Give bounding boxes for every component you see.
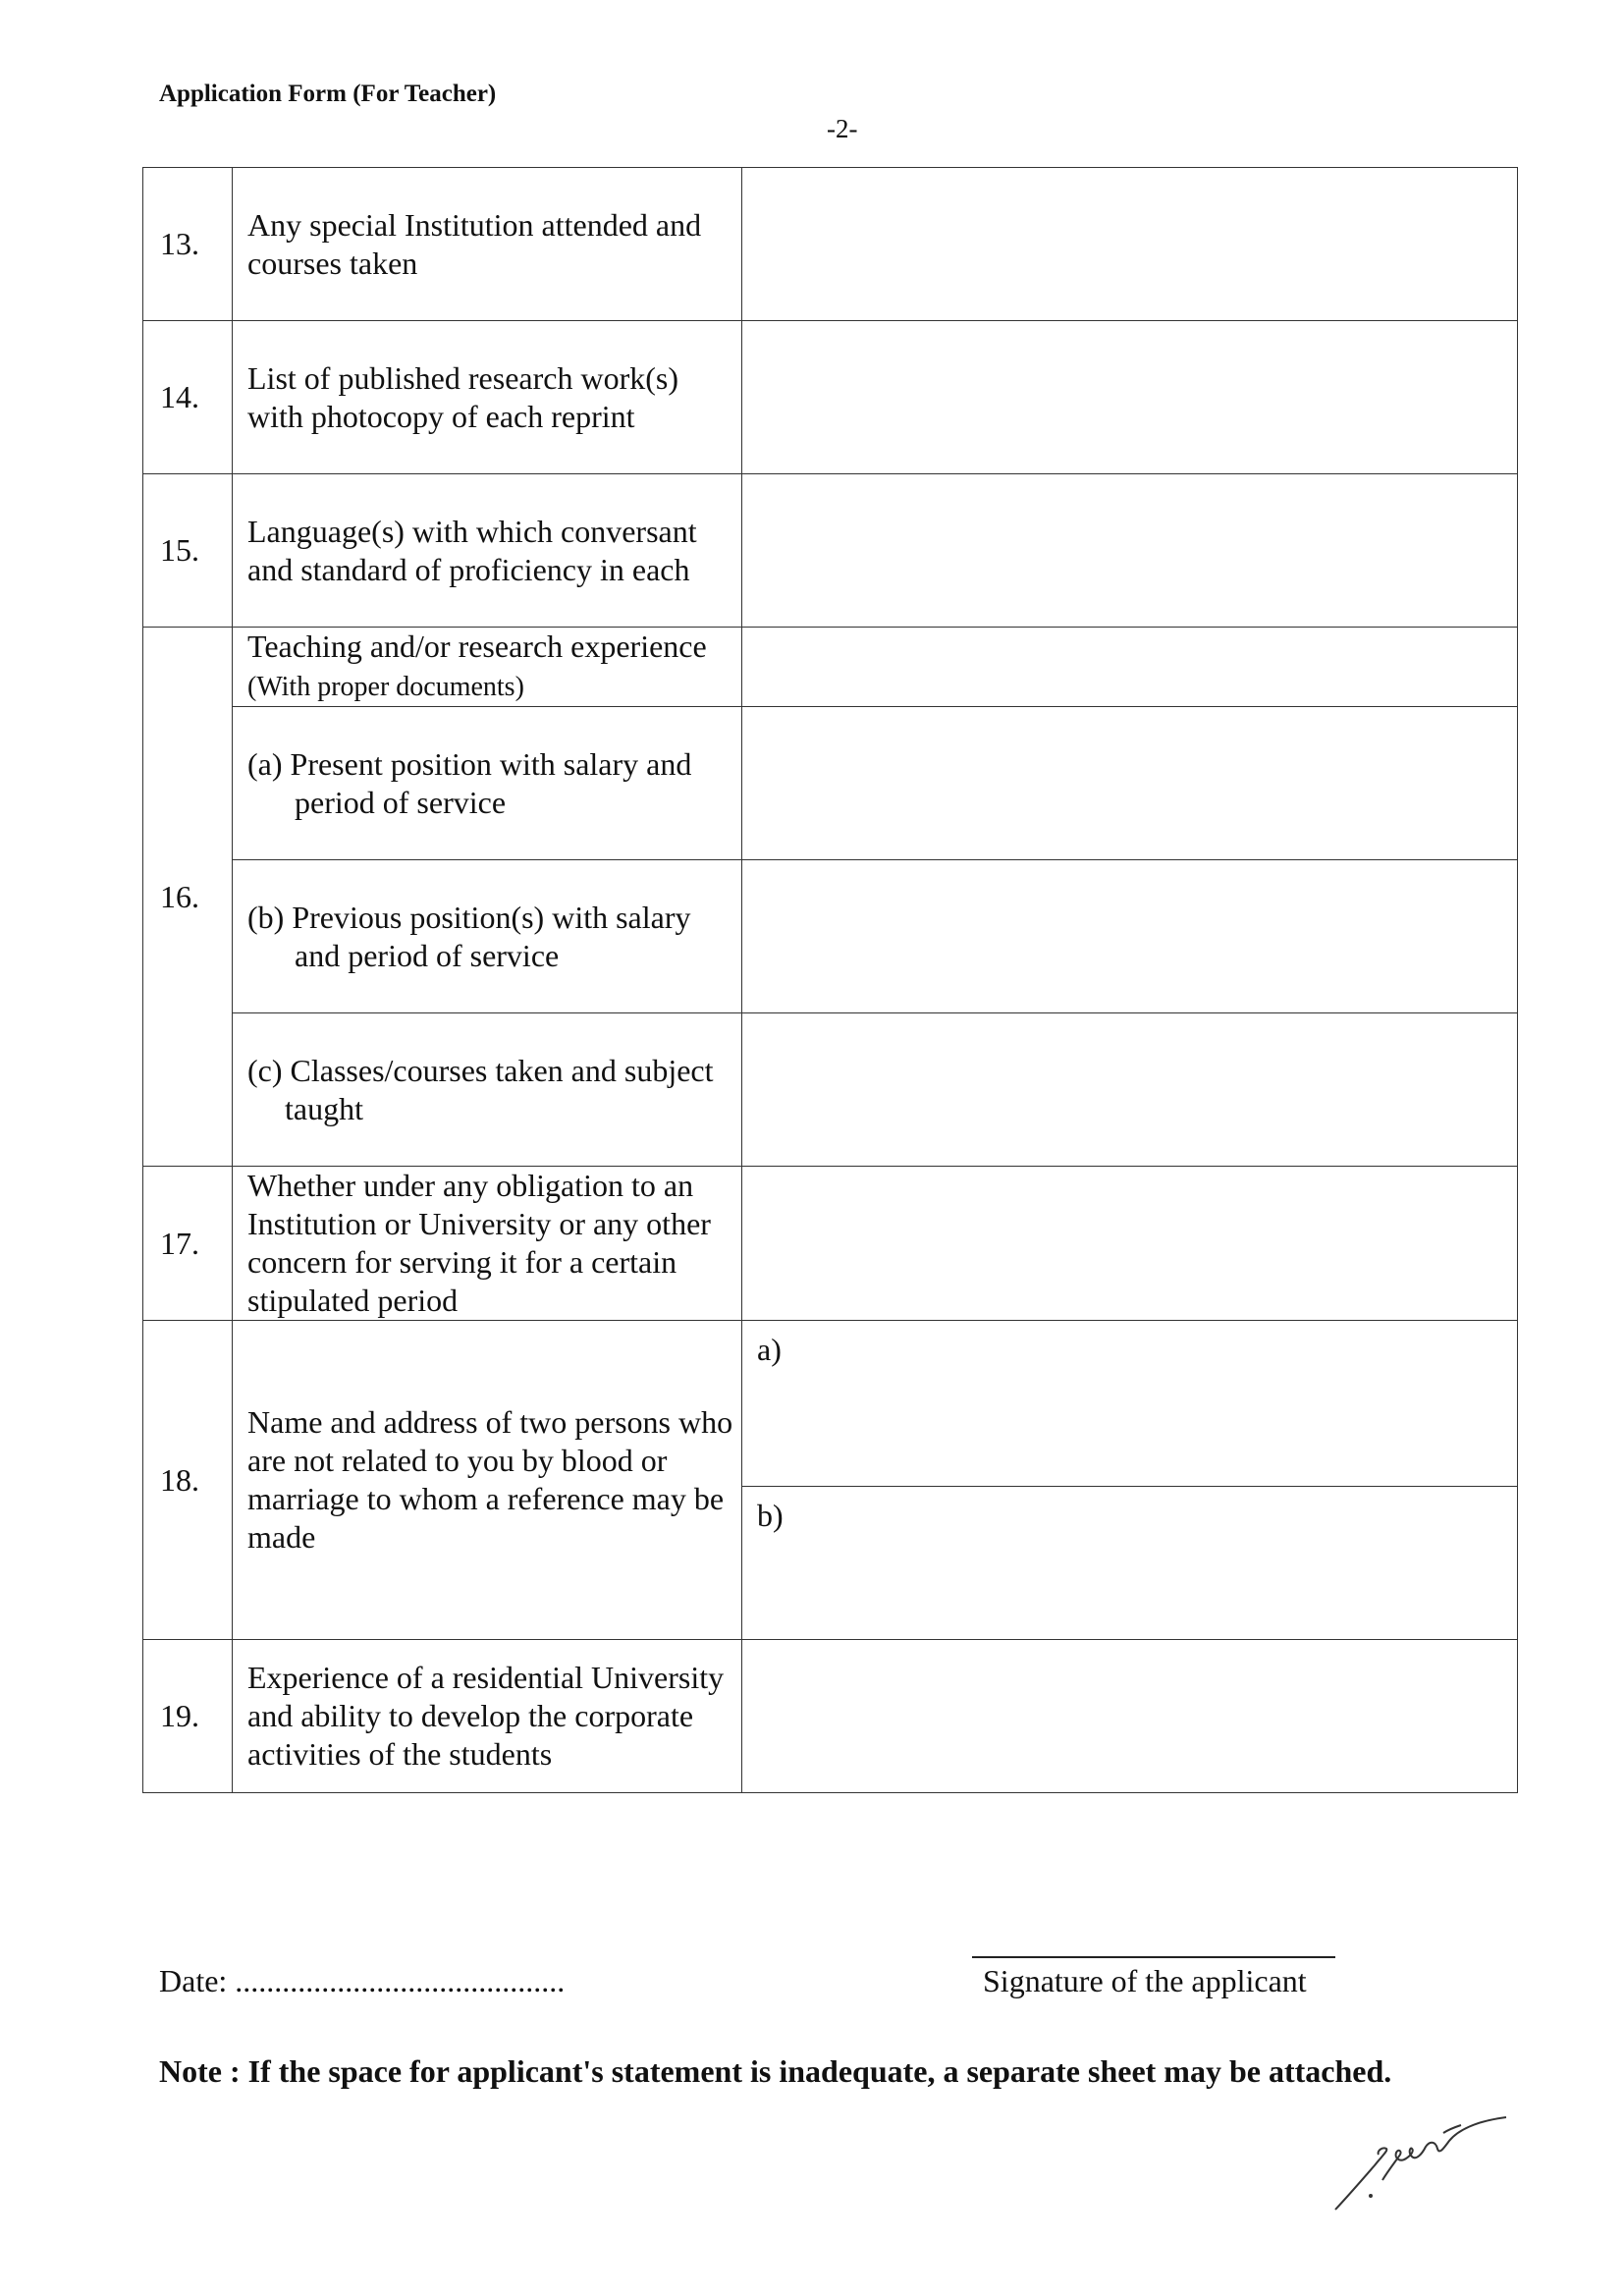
sub-question-a [233, 707, 742, 860]
sub-label: (a) [247, 745, 283, 782]
question-text: List of published research work(s) with photocopy of each reprint [233, 321, 742, 474]
row-number: 16. [143, 628, 233, 1167]
answer-field-reference-a[interactable]: a) [742, 1321, 1518, 1487]
sub-label: (b) [247, 899, 285, 935]
answer-field-research-work[interactable] [742, 321, 1518, 474]
answer-field-obligation[interactable] [742, 1167, 1518, 1321]
question-main: Teaching and/or research experience [247, 629, 707, 664]
form-row-14 [143, 321, 1518, 474]
sub-question-b [233, 860, 742, 1013]
signature-line [972, 1956, 1335, 1958]
row-number: 17. [143, 1167, 233, 1321]
row-number: 18. [143, 1321, 233, 1640]
form-row-19 [143, 1640, 1518, 1793]
page-number: -2- [827, 114, 858, 143]
answer-field-residential-experience[interactable] [742, 1640, 1518, 1793]
form-row-18 [143, 1321, 1518, 1487]
sub-text: Classes/courses taken and subject taught [285, 1052, 714, 1126]
date-field[interactable]: Date: .......................................... [159, 1963, 566, 1998]
answer-field-classes-taken[interactable] [742, 1013, 1518, 1167]
question-text: Experience of a residential University and ability to develop the corporate activities of the students [233, 1640, 742, 1793]
footer-note: Note : If the space for applicant's statement is inadequate, a separate sheet may be attached. [159, 2053, 1392, 2089]
form-row-16a [143, 707, 1518, 860]
form-row-17 [143, 1167, 1518, 1321]
form-row-16c [143, 1013, 1518, 1167]
row-number: 13. [143, 168, 233, 321]
form-row-13 [143, 168, 1518, 321]
sub-question-c [233, 1013, 742, 1167]
handwritten-signature [1327, 2111, 1524, 2219]
question-text: Whether under any obligation to an Institution or University or any other concern for serving it for a certain stipulated period [233, 1167, 742, 1321]
answer-field-special-institution[interactable] [742, 168, 1518, 321]
sub-label: (c) [247, 1052, 283, 1088]
form-row-15 [143, 474, 1518, 628]
answer-field-reference-b[interactable]: b) [742, 1487, 1518, 1640]
form-title: Application Form (For Teacher) [159, 81, 497, 107]
form-row-16 [143, 628, 1518, 707]
question-text: Name and address of two persons who are not related to you by blood or marriage to whom a reference may be made [233, 1321, 742, 1640]
question-text: Any special Institution attended and courses taken [233, 168, 742, 321]
row-number: 15. [143, 474, 233, 628]
question-note: (With proper documents) [247, 672, 524, 702]
answer-field-previous-positions[interactable] [742, 860, 1518, 1013]
answer-field-teaching-experience[interactable] [742, 628, 1518, 707]
sub-text: Previous position(s) with salary and period of service [292, 899, 691, 973]
form-row-16b [143, 860, 1518, 1013]
answer-field-present-position[interactable] [742, 707, 1518, 860]
signature-label: Signature of the applicant [983, 1963, 1307, 1998]
answer-field-languages[interactable] [742, 474, 1518, 628]
question-text: Language(s) with which conversant and standard of proficiency in each [233, 474, 742, 628]
application-form-table [142, 167, 1518, 1793]
row-number: 14. [143, 321, 233, 474]
question-text [233, 628, 742, 707]
sub-text: Present position with salary and period of service [290, 745, 692, 820]
row-number: 19. [143, 1640, 233, 1793]
